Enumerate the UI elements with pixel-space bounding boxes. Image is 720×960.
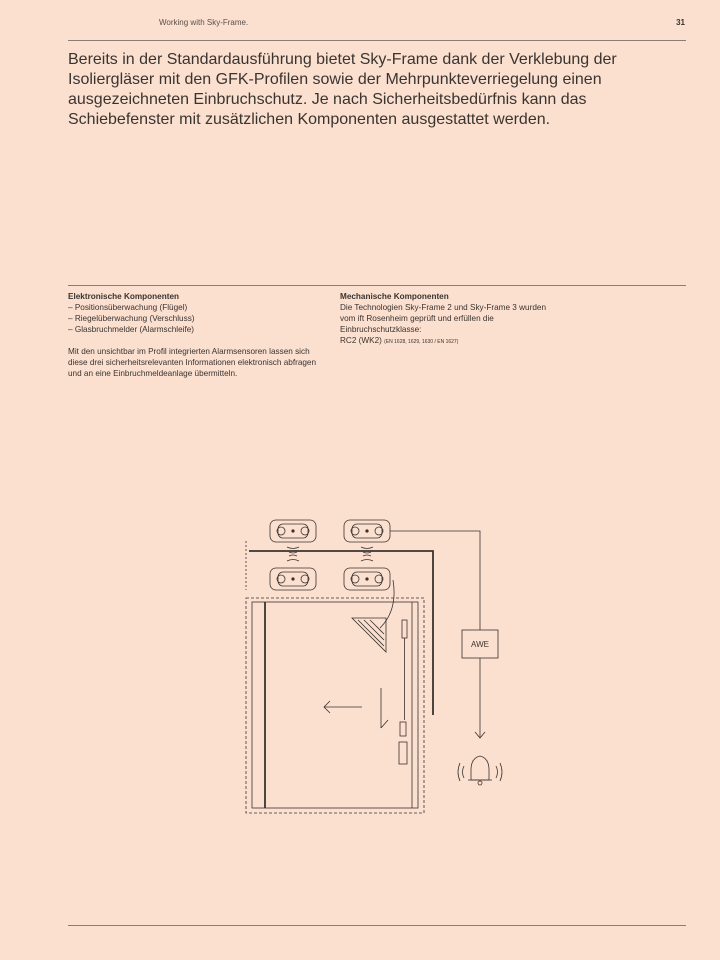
intro-text: Bereits in der Standardausführung bietet Sky-Frame dank der Verklebung der Isoliergläser mit den GFK-Profilen sowie der Mehrpunkteverriegelung einen ausgezeichneten Einbruchschutz. Je nach Sicherheitsbedürfnis kann das Schiebefenster mit zusätzlichen Komponenten ausgestattet werden. <box>68 51 617 128</box>
sensor-icon <box>270 520 316 542</box>
electronic-components <box>68 291 318 379</box>
sensor-icon <box>344 520 390 542</box>
bell-icon <box>458 756 502 785</box>
list-item: – Positionsüberwachung (Flügel) <box>68 303 188 312</box>
sensor-icon <box>270 568 316 590</box>
mechanical-body: Die Technologien Sky-Frame 2 und Sky-Frame 3 wurden vom ift Rosenheim geprüft und erfüllen die Einbruchschutzklasse: <box>340 303 546 334</box>
latch-components <box>381 620 407 764</box>
norms: (EN 1628, 1629, 1630 / EN 1627) <box>384 339 459 345</box>
bottom-rule <box>68 925 686 926</box>
mechanical-heading: Mechanische Komponenten <box>340 292 449 301</box>
class-line <box>340 335 560 348</box>
top-rule <box>68 40 686 41</box>
awe-label: AWE <box>471 640 489 649</box>
arrow-left-icon <box>324 701 362 713</box>
header-label: Working with Sky-Frame. <box>159 18 249 27</box>
list-item: – Glasbruchmelder (Alarmschleife) <box>68 325 195 334</box>
mechanical-components <box>340 291 560 348</box>
sensor-icon <box>344 568 390 590</box>
electronic-body: Mit den unsichtbar im Profil integrierten Alarmsensoren lassen sich diese drei sicherheitsrelevanten Informationen elektronisch abfragen und an eine Einbruchmeldeanlage übermitteln. <box>68 347 317 378</box>
window-frame <box>246 541 433 813</box>
section-rule <box>68 285 686 286</box>
list-item: – Riegelüberwachung (Verschluss) <box>68 314 195 323</box>
security-diagram <box>240 510 510 820</box>
signal-waves <box>287 547 373 561</box>
class-label: RC2 (WK2) <box>340 336 382 345</box>
electronic-list <box>68 302 318 335</box>
glass-break-detector <box>352 618 386 652</box>
electronic-heading: Elektronische Komponenten <box>68 292 180 301</box>
page-number: 31 <box>676 18 685 27</box>
